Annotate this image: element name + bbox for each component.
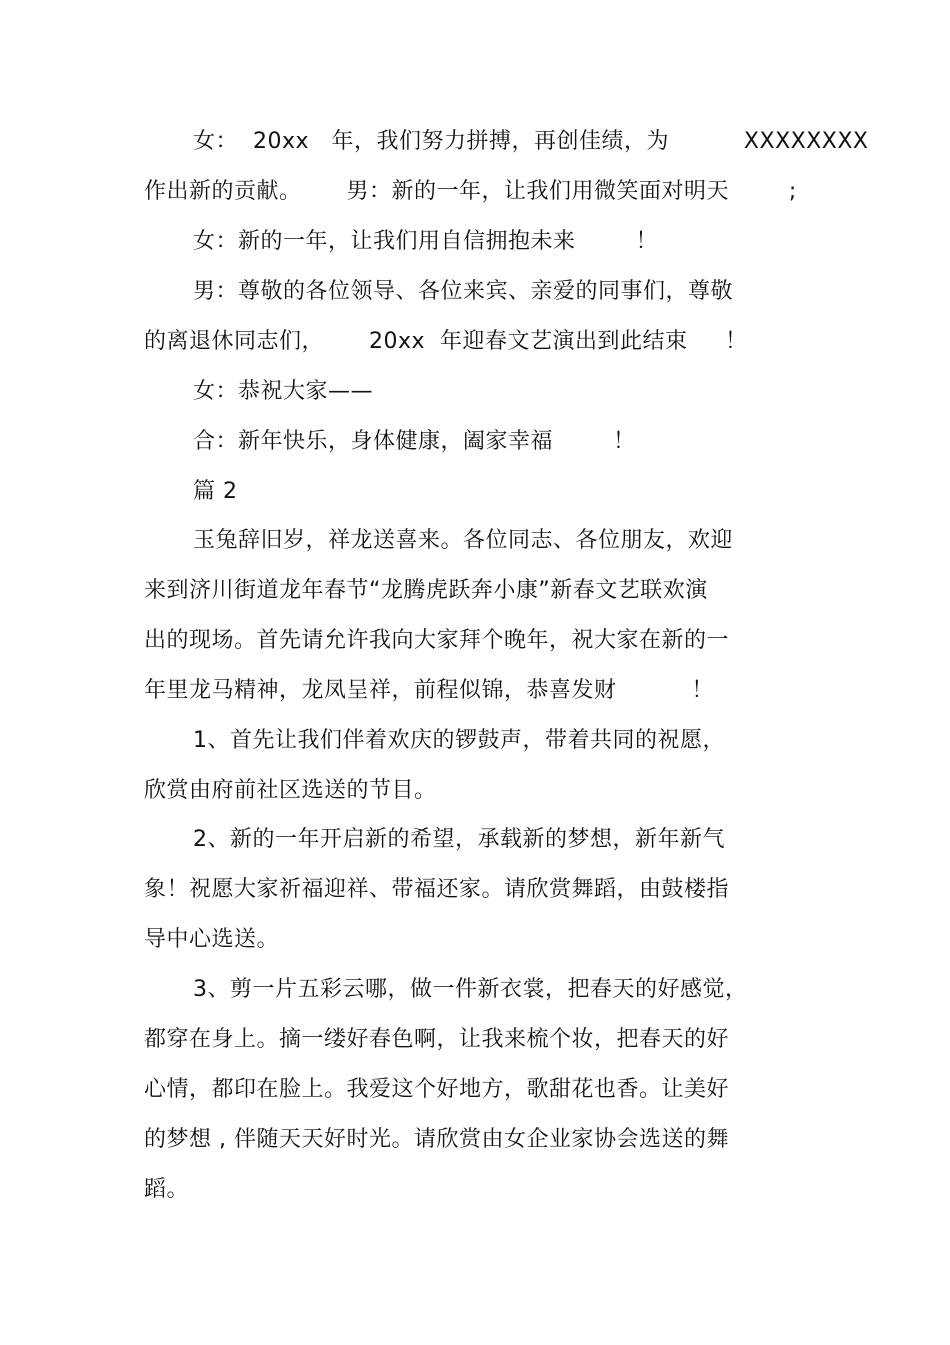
text-line: 来到济川街道龙年春节“龙腾虎跃奔小康”新春文艺联欢演 (144, 578, 708, 603)
text-line: 的梦想 , 伴随天天好时光。请欣赏由女企业家协会选送的舞 (144, 1127, 729, 1152)
text-line: 3、剪一片五彩云哪，做一件新衣裳，把春天的好感觉， (193, 977, 748, 1002)
text-line: 合：新年快乐，身体健康，阖家幸福 ！ (193, 429, 636, 454)
text-line: 蹈。 (144, 1177, 190, 1202)
text-line: 女：恭祝大家—— (193, 379, 374, 404)
text-line: 玉兔辞旧岁，祥龙送喜来。各位同志、各位朋友，欢迎 (193, 528, 734, 553)
text-line: 出的现场。首先请允许我向大家拜个晚年，祝大家在新的一 (144, 628, 730, 653)
text-line: 的离退休同志们， 20xx 年迎春文艺演出到此结束 ！ (144, 329, 748, 354)
text-line: 2、新的一年开启新的希望，承载新的梦想，新年新气 (193, 827, 725, 852)
text-line: 象！祝愿大家祈福迎祥、带福还家。请欣赏舞蹈，由鼓楼指 (144, 877, 730, 902)
text-line: 都穿在身上。摘一缕好春色啊，让我来梳个妆，把春天的好 (144, 1027, 730, 1052)
text-line: 1、首先让我们伴着欢庆的锣鼓声，带着共同的祝愿， (193, 728, 725, 753)
text-line: 心情，都印在脸上。我爱这个好地方，歌甜花也香。让美好 (144, 1077, 730, 1102)
section-heading: 篇 2 (193, 479, 238, 504)
text-line: 女：新的一年，让我们用自信拥抱未来 ！ (193, 229, 658, 254)
text-line: 作出新的贡献。 男：新的一年，让我们用微笑面对明天 ; (144, 179, 797, 204)
text-line: 女： 20xx 年，我们努力拼搏，再创佳绩，为 XXXXXXXX (193, 129, 869, 154)
text-line: 年里龙马精神，龙凤呈祥，前程似锦，恭喜发财 ！ (144, 678, 714, 703)
text-line: 导中心选送。 (144, 927, 280, 952)
text-line: 男：尊敬的各位领导、各位来宾、亲爱的同事们，尊敬 (193, 279, 734, 304)
text-line: 欣赏由府前社区选送的节目。 (144, 778, 437, 803)
